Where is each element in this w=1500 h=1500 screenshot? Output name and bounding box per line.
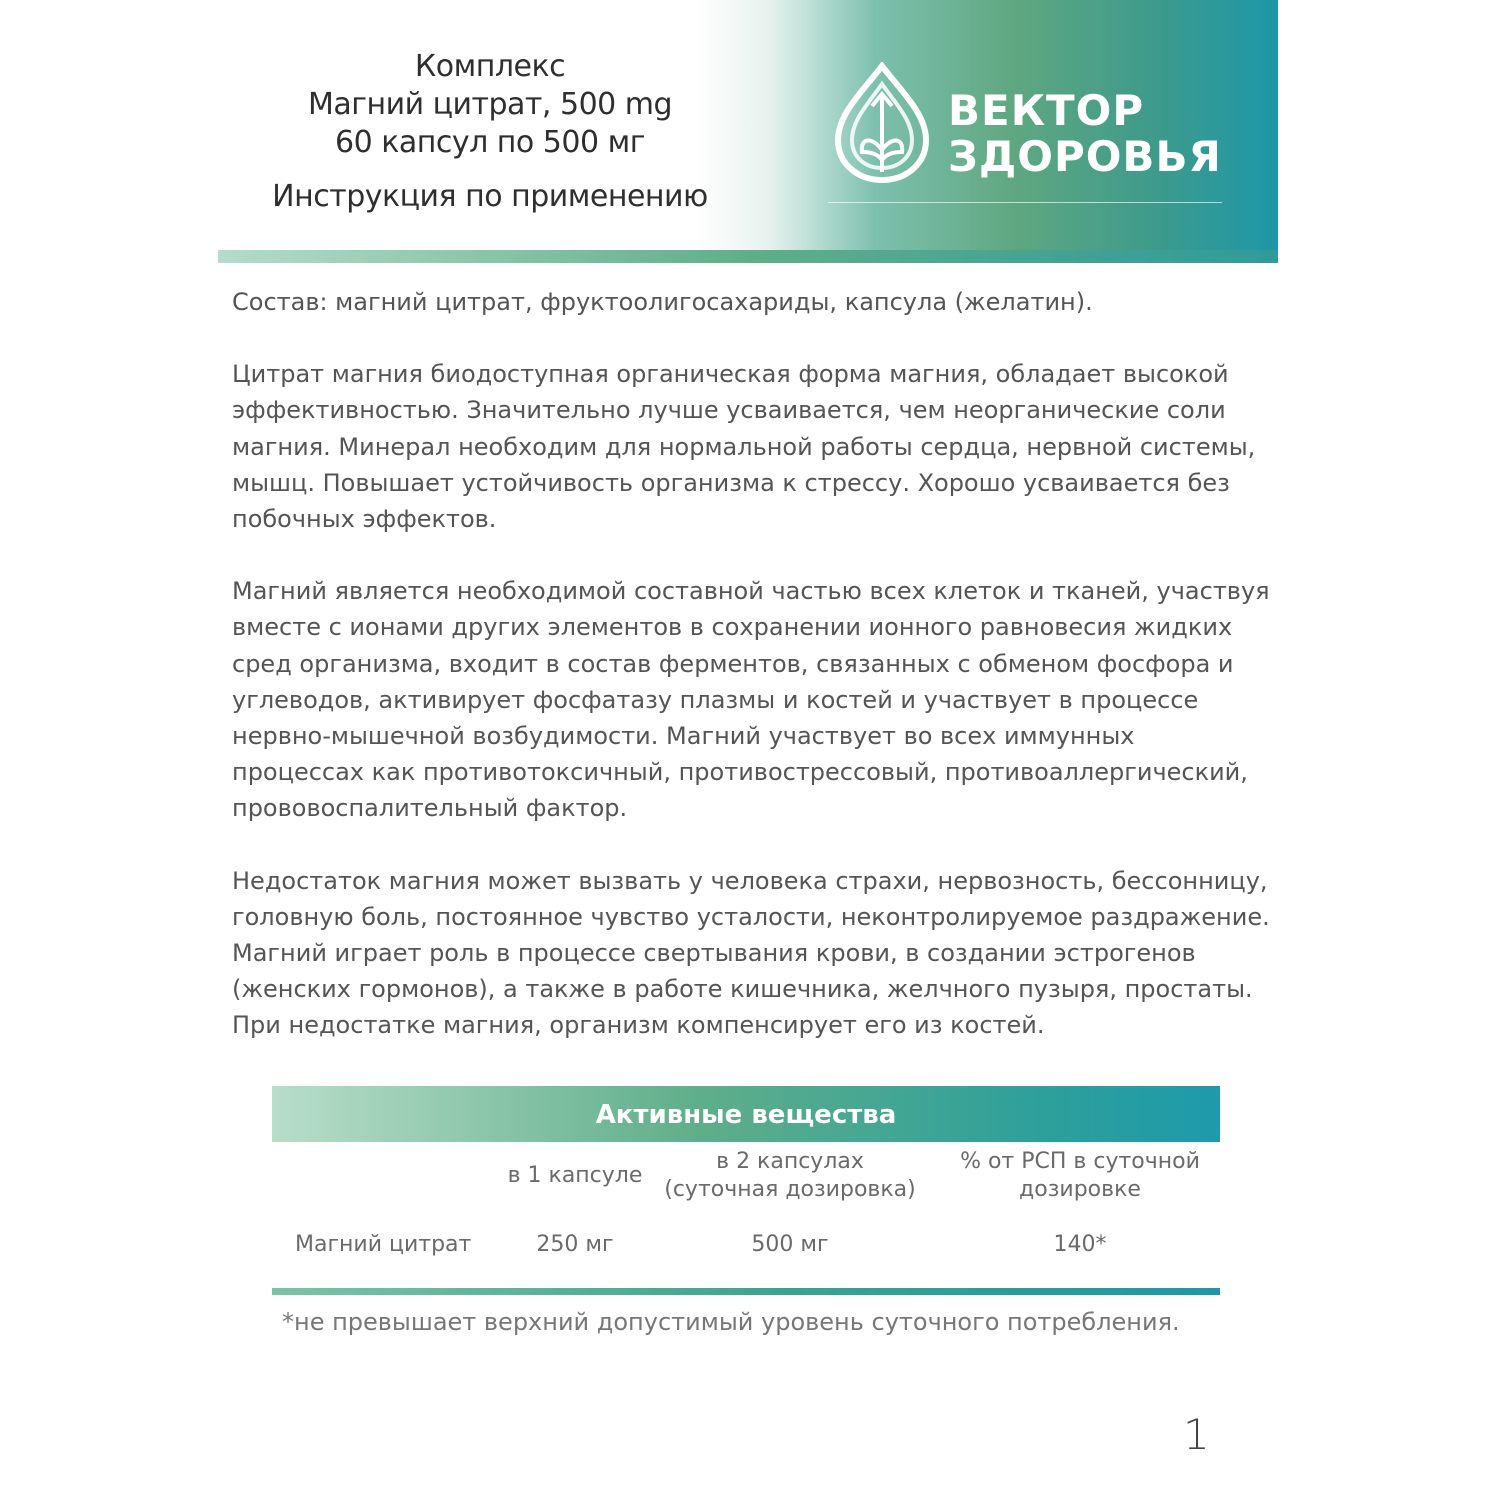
paragraph-2: Магний является необходимой составной частью всех клеток и тканей, участвуя вместе с ионами других элементов в сохранении ионного равновесия жидких сред организма, входит в состав ферментов, связанных с обменом фосфора и углеводов, активирует фосфатазу плазмы и костей и участвует в процессе нервно-мышечной возбудимости. Магний участвует во всех иммунных процессах как противотоксичный, противострессовый, противоаллергический, прововоспалительный фактор. <box>232 577 1270 823</box>
brand-logo <box>832 62 1232 212</box>
logo-underline <box>828 202 1222 203</box>
paragraph-1: Цитрат магния биодоступная органическая форма магния, обладает высокой эффективностью. Значительно лучше усваивается, чем неорганические соли магния. Минерал необходим для нормальной работы сердца, нервной системы, мышц. Повышает устойчивость организма к стрессу. Хорошо усваивается без побочных эффектов. <box>232 360 1256 534</box>
header-divider <box>218 250 1278 263</box>
column-header-daily-dose <box>660 1148 920 1204</box>
document-title <box>250 48 730 216</box>
table-row-name: Магний цитрат <box>295 1232 472 1257</box>
column-header-rsp-line-1: % от РСП в суточной <box>960 1149 1200 1174</box>
leaf-drop-arrow-icon <box>832 62 932 184</box>
column-header-daily-dose-line-1: в 2 капсулах <box>716 1149 864 1174</box>
brand-line-1: ВЕКТОР <box>948 86 1145 135</box>
page-number: 1 <box>1183 1410 1210 1459</box>
title-line-3: 60 капсул по 500 мг <box>335 125 645 160</box>
instruction-subtitle: Инструкция по применению <box>272 179 708 214</box>
table-cell-rsp-percent: 140* <box>1053 1232 1107 1257</box>
brand-line-2: ЗДОРОВЬЯ <box>948 132 1222 181</box>
description-text <box>232 284 1272 1080</box>
column-header-per-capsule: в 1 капсуле <box>507 1163 643 1188</box>
table-cell-daily-dose: 500 мг <box>751 1232 829 1257</box>
table-cell-per-capsule: 250 мг <box>536 1232 614 1257</box>
column-header-rsp-percent <box>950 1148 1210 1204</box>
title-line-2: Магний цитрат, 500 mg <box>307 87 673 122</box>
column-header-daily-dose-line-2: (суточная дозировка) <box>664 1177 916 1202</box>
composition-line: Состав: магний цитрат, фруктоолигосахариды, капсула (желатин). <box>232 288 1093 316</box>
table-bottom-divider <box>272 1288 1220 1295</box>
footnote: *не превышает верхний допустимый уровень суточного потребления. <box>282 1308 1180 1336</box>
title-line-1: Комплекс <box>414 49 566 84</box>
brand-name <box>948 88 1222 180</box>
paragraph-3: Недостаток магния может вызвать у человека страхи, нервозность, бессонницу, головную боль, постоянное чувство усталости, неконтролируемое раздражение. Магний играет роль в процессе свертывания крови, в создании эстрогенов (женских гормонов), а также в работе кишечника, желчного пузыря, простаты. При недостатке магния, организм компенсирует его из костей. <box>232 866 1270 1040</box>
table-title-bar: Активные вещества <box>272 1086 1220 1142</box>
column-header-rsp-line-2: дозировке <box>1019 1177 1141 1202</box>
